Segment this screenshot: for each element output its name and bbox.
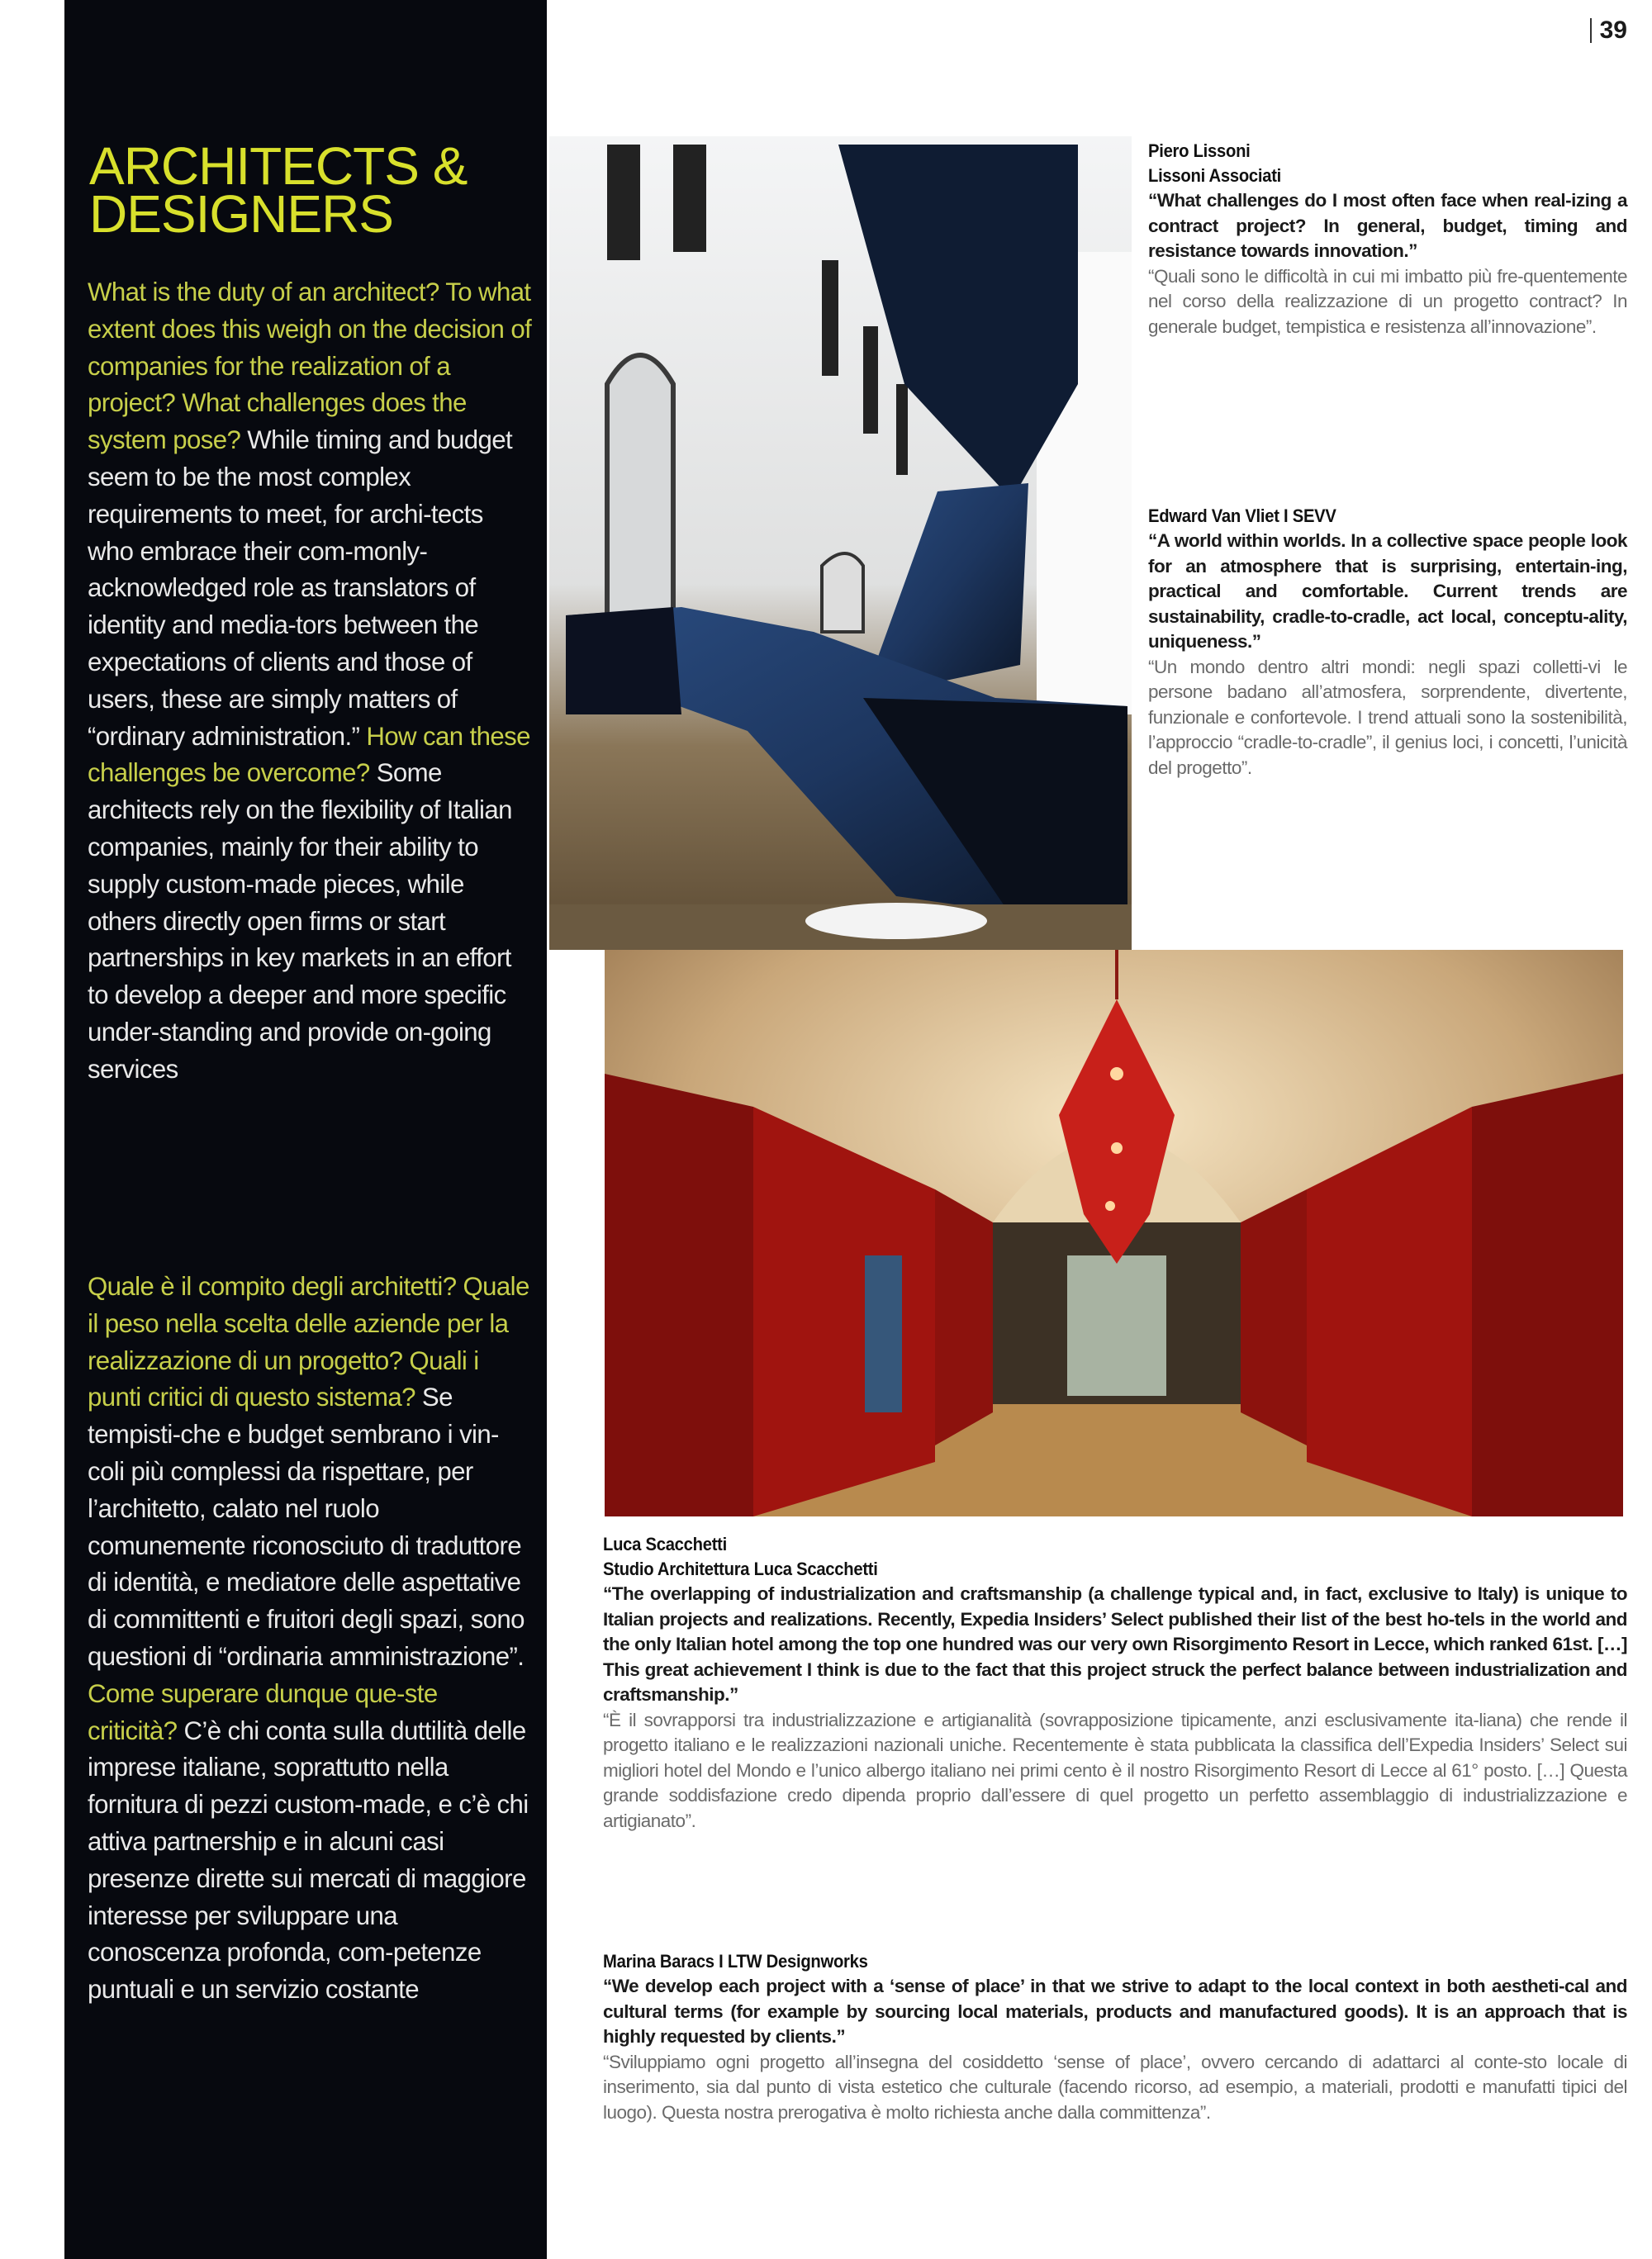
intro-text-1: Se tempisti-che e budget sembrano i vin-coli più complessi da rispettare, per l’architetto, calato nel ruolo comunemente riconosciuto di traduttore di identità, e mediatore delle aspettative di committenti e fruitori degli spazi, sono questioni di “ordinaria amministrazione”. — [88, 1383, 525, 1671]
intro-text-2: C’è chi conta sulla duttilità delle imprese italiane, soprattutto nella fornitura di pezzi custom-made, e c’è chi attiva partnership e in alcuni casi presenze dirette sui mercati di maggiore interesse per sviluppare una conoscenza profonda, com-petenze puntuali e un servizio costante — [88, 1716, 529, 2005]
corridor-illustration — [605, 950, 1623, 1516]
intro-text-1: While timing and budget seem to be the most complex requirements to meet, for archi-tects who embrace their com-monly-acknowledged role as translators of identity and media-tors between the expectations of clients and those of users, these are simply matters of “ordinary administration.” — [88, 425, 513, 751]
quote-english: “We develop each project with a ‘sense of place’ in that we strive to adapt to the local context in both aestheti-cal and cultural terms (for example by sourcing local materials, products and manufactured goods). It is an approach that is highly requested by clients.” — [603, 1976, 1627, 2047]
quote-italian: “Quali sono le difficoltà in cui mi imbatto più fre-quentemente nel corso della realizzazione di un progetto contract? In generale budget, tempistica e resistenza all’innovazione”. — [1148, 265, 1627, 337]
hotel-corridor-photo — [605, 950, 1623, 1516]
quote-baracs — [603, 1949, 1627, 2125]
title-line-1: ARCHITECTS & — [89, 136, 468, 196]
intro-question-2: Come superare dunque que-ste criticità? — [88, 1678, 438, 1745]
quote-author-name: Edward Van Vliet I SEVV — [1148, 505, 1336, 526]
quote-van-vliet — [1148, 504, 1627, 781]
intro-question-1: Quale è il compito degli architetti? Quale il peso nella scelta delle aziende per la realizzazione di un progetto? Quali i punti critici di questo sistema? — [88, 1272, 529, 1412]
quote-author-name: Marina Baracs I LTW Designworks — [603, 1951, 868, 1972]
page-number: 39 — [1590, 18, 1627, 43]
intro-italian — [88, 1269, 534, 2009]
quote-english: “What challenges do I most often face when real-izing a contract project? In general, budget, timing and resistance towards innovation.” — [1148, 190, 1627, 261]
intro-english — [88, 274, 534, 1089]
intro-question-1: What is the duty of an architect? To what extent does this weigh on the decision of companies for the realization of a project? What challenges does the system pose? — [88, 278, 532, 455]
quote-english: “A world within worlds. In a collective space people look for an atmosphere that is surprising, entertain-ing, practical and comfortable. Current trends are sustainability, cradle-to-cradle, act local, conceptu-ality, uniqueness.” — [1148, 530, 1627, 652]
intro-text-2: Some architects rely on the flexibility of Italian companies, mainly for their ability to supply custom-made pieces, while others directly open firms or start partnerships in key markets in an effort to develop a deeper and more specific under-standing and provide on-going services — [88, 758, 512, 1084]
quote-english: “The overlapping of industrialization and craftsmanship (a challenge typical and, in fact, exclusive to Italy) is unique to Italian projects and realizations. Recently, Expedia Insiders’ Select published their list of the best ho-tels in the world and the only Italian hotel among the top one hundred was our very own Risorgimento Resort in Lecce, which ranked 61st. […] This great achievement I think is due to the fact that this project struck the perfect balance between industrialization and craftsmanship.” — [603, 1583, 1627, 1705]
title-line-2: DESIGNERS — [89, 184, 393, 244]
quote-lissoni — [1148, 139, 1627, 339]
quote-italian: “Un mondo dentro altri mondi: negli spazi colletti-vi le persone badano all’atmosfera, sorprendente, divertente, funzionale e confortevole. I trend attuali sono la sostenibilità, l’approccio “cradle-to-cradle”, il genius loci, i concetti, l’unicità del progetto”. — [1148, 656, 1627, 778]
quote-italian: “Sviluppiamo ogni progetto all’insegna del cosiddetto ‘sense of place’, ovvero cercando di adattarci al conte-sto locale di inserimento, sia dal punto di vista estetico che culturale (facendo ricorso, ad esempio, a materiali, prodotti e manufatti tipici del luogo). Questa nostra prerogativa è molto richiesta anche dalla committenza”. — [603, 2051, 1627, 2123]
quote-scacchetti — [603, 1532, 1627, 1834]
page-title — [89, 136, 535, 244]
quote-author-org: Studio Architettura Luca Scacchetti — [603, 1559, 878, 1579]
quote-author-org: Lissoni Associati — [1148, 165, 1282, 186]
staircase-illustration — [549, 136, 1132, 950]
staircase-photo — [549, 136, 1132, 950]
quote-author-name: Luca Scacchetti — [603, 1534, 727, 1554]
quote-author-name: Piero Lissoni — [1148, 140, 1251, 161]
quote-italian: “È il sovrapporsi tra industrializzazione e artigianalità (sovrapposizione tipicamente, anzi esclusivamente ita-liana) che rende il progetto italiano e le realizzazioni nazionali uniche. Recentemente è stata pubblicata la classifica dell’Expedia Insiders’ Select sui migliori hotel del Mondo e l’unico albergo italiano nei primi cento è il nostro Risorgimento Resort di Lecce al 61° posto. […] Questa grande soddisfazione credo dipenda proprio dall’essere di quel progetto un perfetto assemblaggio di industrializzazione e artigianato”. — [603, 1709, 1627, 1831]
intro-question-2: How can these challenges be overcome? — [88, 721, 530, 788]
